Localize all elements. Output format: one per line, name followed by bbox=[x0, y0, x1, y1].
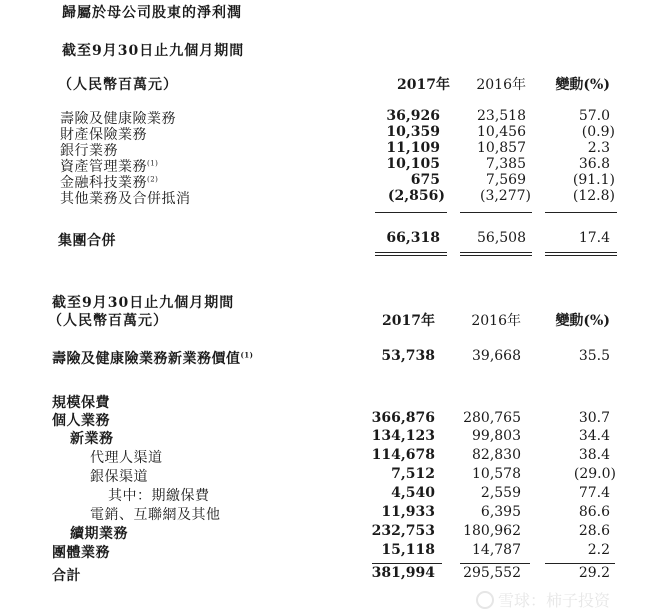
row-2016: 82,830 bbox=[472, 447, 521, 463]
nbv-change: 35.5 bbox=[578, 348, 610, 364]
row-label: 合計 bbox=[52, 568, 81, 584]
row-change: 38.4 bbox=[578, 447, 610, 463]
subtotal-rule bbox=[460, 212, 532, 213]
row-2017: 114,678 bbox=[371, 447, 435, 463]
row-change: 57.0 bbox=[578, 108, 610, 124]
section1-period: 截至9月30日止九個月期間 bbox=[62, 43, 245, 59]
row-2016: 10,578 bbox=[472, 466, 521, 482]
row-label: 資產管理業務$^{(1)}$ bbox=[60, 159, 159, 175]
row-label: 其他業務及合併抵消 bbox=[60, 191, 191, 207]
row-2016: 7,385 bbox=[485, 156, 526, 172]
watermark-text: 雪球：柿子投资 bbox=[498, 591, 611, 610]
nbv-label: 壽險及健康險業務新業務價值$^{(1)}$ bbox=[52, 350, 254, 367]
row-label: 電銷、互聯網及其他 bbox=[90, 507, 221, 523]
row-2017: 134,123 bbox=[371, 428, 435, 444]
section1-col-change: 變動(%) bbox=[555, 77, 610, 93]
section1-total-change: 17.4 bbox=[578, 230, 610, 246]
section1-title: 歸屬於母公司股東的淨利潤 bbox=[62, 5, 242, 21]
row-label: 新業務 bbox=[70, 431, 114, 447]
row-2017: 366,876 bbox=[371, 410, 435, 426]
row-2016: 6,395 bbox=[480, 504, 521, 520]
row-2016: 295,552 bbox=[463, 565, 521, 581]
row-2017: 10,105 bbox=[386, 156, 440, 172]
row-change: 28.6 bbox=[578, 523, 610, 539]
section1-total-2016: 56,508 bbox=[477, 230, 526, 246]
nbv-2016: 39,668 bbox=[472, 348, 521, 364]
total-double-rule bbox=[375, 255, 447, 256]
row-2016: 10,857 bbox=[477, 140, 526, 156]
row-change: 36.8 bbox=[578, 156, 610, 172]
row-label: 銀行業務 bbox=[60, 143, 118, 159]
row-change: 29.2 bbox=[578, 565, 610, 581]
row-change: 86.6 bbox=[578, 504, 610, 520]
row-label: 個人業務 bbox=[52, 413, 110, 429]
row-label: 壽險及健康險業務 bbox=[60, 111, 176, 127]
section2-col-2016: 2016年 bbox=[471, 313, 521, 329]
footnote-marker: (1) bbox=[240, 350, 254, 360]
row-2017: 11,109 bbox=[386, 140, 440, 156]
row-2017: 15,118 bbox=[381, 542, 435, 558]
row-change: (0.9) bbox=[581, 124, 615, 140]
section2-period: 截至9月30日止九個月期間 bbox=[52, 295, 235, 311]
section2-unit: （人民幣百萬元） bbox=[48, 313, 168, 329]
row-2016: 7,569 bbox=[485, 172, 526, 188]
row-2017: 36,926 bbox=[386, 108, 440, 124]
total-double-rule bbox=[545, 252, 617, 253]
section2-col-change: 變動(%) bbox=[555, 313, 610, 329]
row-2017: 4,540 bbox=[391, 485, 435, 501]
footnote-marker: (1) bbox=[147, 159, 159, 168]
row-change: (12.8) bbox=[572, 188, 615, 204]
row-change: 2.2 bbox=[587, 542, 610, 558]
total-double-rule bbox=[375, 252, 447, 253]
row-2016: 23,518 bbox=[477, 108, 526, 124]
row-change: 34.4 bbox=[578, 428, 610, 444]
row-2016: 280,765 bbox=[463, 410, 521, 426]
premium-header: 規模保費 bbox=[52, 395, 110, 411]
row-2016: 10,456 bbox=[477, 124, 526, 140]
section1-col-2017: 2017年 bbox=[397, 77, 450, 93]
subtotal-rule bbox=[372, 563, 442, 564]
section2-col-2017: 2017年 bbox=[382, 313, 435, 329]
row-2017: (2,856) bbox=[387, 188, 445, 204]
section1-total-2017: 66,318 bbox=[386, 230, 440, 246]
row-2017: 7,512 bbox=[391, 466, 435, 482]
nbv-2017: 53,738 bbox=[381, 348, 435, 364]
row-change: (91.1) bbox=[572, 172, 615, 188]
subtotal-rule bbox=[375, 212, 447, 213]
section1-total-label: 集團合併 bbox=[58, 233, 116, 249]
row-2017: 10,359 bbox=[386, 124, 440, 140]
subtotal-rule bbox=[545, 563, 615, 564]
row-label: 其中：期繳保費 bbox=[108, 488, 210, 504]
subtotal-rule bbox=[545, 212, 617, 213]
total-double-rule bbox=[545, 255, 617, 256]
row-label: 續期業務 bbox=[70, 526, 128, 542]
row-label: 銀保渠道 bbox=[90, 469, 148, 485]
row-2016: (3,277) bbox=[479, 188, 531, 204]
row-label: 金融科技業務$^{(2)}$ bbox=[60, 175, 159, 191]
row-2017: 11,933 bbox=[381, 504, 435, 520]
row-2016: 2,559 bbox=[480, 485, 521, 501]
row-change: 2.3 bbox=[587, 140, 610, 156]
row-2016: 180,962 bbox=[463, 523, 521, 539]
row-2017: 675 bbox=[410, 172, 440, 188]
watermark bbox=[476, 588, 610, 611]
row-2017: 232,753 bbox=[371, 523, 435, 539]
total-double-rule bbox=[460, 255, 532, 256]
section1-col-2016: 2016年 bbox=[476, 77, 526, 93]
subtotal-rule bbox=[460, 563, 530, 564]
row-2017: 381,994 bbox=[371, 565, 435, 581]
row-label: 團體業務 bbox=[52, 545, 110, 561]
row-label: 代理人渠道 bbox=[90, 450, 163, 466]
row-change: (29.0) bbox=[573, 466, 616, 482]
row-2016: 99,803 bbox=[472, 428, 521, 444]
row-change: 77.4 bbox=[578, 485, 610, 501]
row-change: 30.7 bbox=[578, 410, 610, 426]
snowball-logo-icon bbox=[476, 591, 494, 609]
footnote-marker: (2) bbox=[147, 175, 159, 184]
total-double-rule bbox=[460, 252, 532, 253]
section1-unit: （人民幣百萬元） bbox=[58, 77, 178, 93]
row-label: 財產保險業務 bbox=[60, 127, 147, 143]
row-2016: 14,787 bbox=[472, 542, 521, 558]
